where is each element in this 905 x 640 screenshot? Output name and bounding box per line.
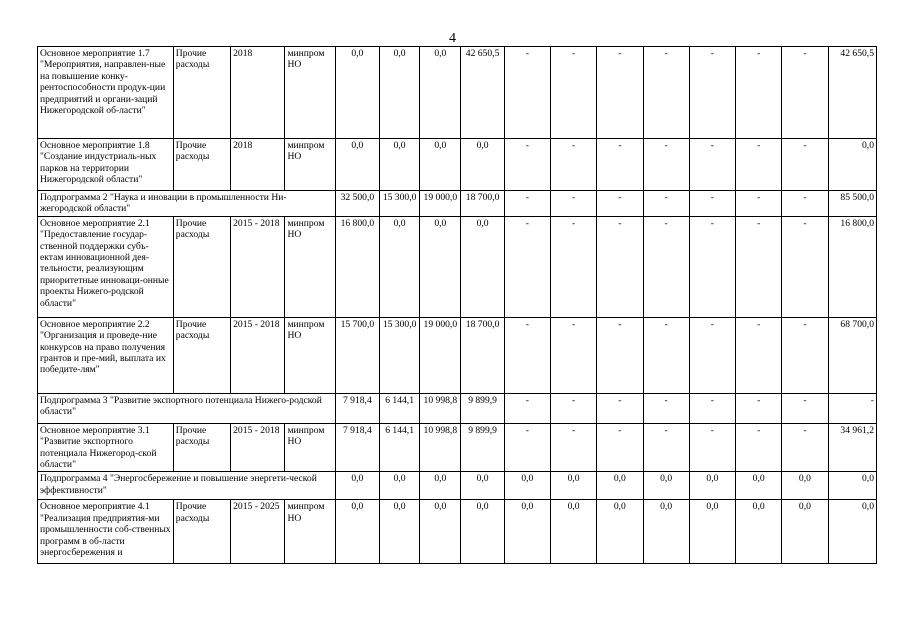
value-cell: 0,0 <box>335 472 379 500</box>
implementation-period: 2015 - 2018 <box>231 317 285 393</box>
value-cell: - <box>550 393 596 423</box>
value-cell: - <box>689 47 735 139</box>
value-cell: 0,0 <box>736 500 782 564</box>
value-cell: - <box>689 139 735 191</box>
value-cell: 0,0 <box>379 500 419 564</box>
value-cell: - <box>504 423 550 472</box>
value-cell: - <box>550 191 596 217</box>
value-cell: - <box>643 393 689 423</box>
value-cell: 0,0 <box>550 500 596 564</box>
value-cell: 16 800,0 <box>828 216 876 317</box>
subprogram-name: Подпрограмма 4 "Энергосбережение и повышение энергети-ческой эффективности" <box>38 472 336 500</box>
subprogram-row <box>38 472 877 500</box>
value-cell: 0,0 <box>379 139 419 191</box>
value-cell: - <box>828 393 876 423</box>
value-cell: - <box>782 317 828 393</box>
value-cell: 15 300,0 <box>379 191 419 217</box>
value-cell: 10 998,8 <box>420 423 461 472</box>
value-cell: - <box>504 216 550 317</box>
value-cell: 0,0 <box>420 216 461 317</box>
value-cell: 18 700,0 <box>461 317 504 393</box>
value-cell: 0,0 <box>597 472 643 500</box>
value-cell: 0,0 <box>420 472 461 500</box>
value-cell: - <box>736 393 782 423</box>
value-cell: - <box>597 317 643 393</box>
value-cell: - <box>736 317 782 393</box>
executor: минпром НО <box>285 500 335 564</box>
value-cell: 0,0 <box>643 472 689 500</box>
value-cell: - <box>504 139 550 191</box>
value-cell: 9 899,9 <box>461 393 504 423</box>
table-body <box>38 47 877 564</box>
executor: минпром НО <box>285 317 335 393</box>
implementation-period: 2015 - 2018 <box>231 216 285 317</box>
value-cell: - <box>643 47 689 139</box>
measure-row <box>38 216 877 317</box>
value-cell: - <box>504 317 550 393</box>
value-cell: - <box>736 47 782 139</box>
subprogram-row <box>38 191 877 217</box>
value-cell: 9 899,9 <box>461 423 504 472</box>
value-cell: 85 500,0 <box>828 191 876 217</box>
measure-row <box>38 47 877 139</box>
value-cell: 15 300,0 <box>379 317 419 393</box>
value-cell: - <box>643 191 689 217</box>
value-cell: - <box>782 191 828 217</box>
implementation-period: 2018 <box>231 139 285 191</box>
implementation-period: 2015 - 2025 <box>231 500 285 564</box>
value-cell: 0,0 <box>828 472 876 500</box>
value-cell: 15 700,0 <box>335 317 379 393</box>
value-cell: 42 650,5 <box>828 47 876 139</box>
value-cell: - <box>643 423 689 472</box>
executor: минпром НО <box>285 423 335 472</box>
value-cell: - <box>782 216 828 317</box>
measure-row <box>38 317 877 393</box>
implementation-period: 2018 <box>231 47 285 139</box>
value-cell: 0,0 <box>335 139 379 191</box>
value-cell: 0,0 <box>689 472 735 500</box>
value-cell: - <box>550 216 596 317</box>
value-cell: 0,0 <box>335 47 379 139</box>
value-cell: 0,0 <box>461 500 504 564</box>
value-cell: 19 000,0 <box>420 317 461 393</box>
value-cell: 0,0 <box>782 500 828 564</box>
subprogram-row <box>38 393 877 423</box>
value-cell: 19 000,0 <box>420 191 461 217</box>
value-cell: - <box>550 317 596 393</box>
measure-row <box>38 500 877 564</box>
value-cell: 0,0 <box>828 139 876 191</box>
value-cell: 0,0 <box>461 472 504 500</box>
value-cell: - <box>550 423 596 472</box>
value-cell: 7 918,4 <box>335 423 379 472</box>
value-cell: 34 961,2 <box>828 423 876 472</box>
value-cell: 32 500,0 <box>335 191 379 217</box>
value-cell: 0,0 <box>643 500 689 564</box>
value-cell: - <box>504 191 550 217</box>
page-number: 4 <box>449 31 456 46</box>
value-cell: - <box>597 47 643 139</box>
value-cell: 0,0 <box>550 472 596 500</box>
value-cell: - <box>689 393 735 423</box>
value-cell: - <box>736 191 782 217</box>
value-cell: 0,0 <box>736 472 782 500</box>
expense-category: Прочие расходы <box>173 47 230 139</box>
value-cell: - <box>643 317 689 393</box>
value-cell: - <box>504 47 550 139</box>
value-cell: - <box>689 216 735 317</box>
value-cell: - <box>782 393 828 423</box>
value-cell: 0,0 <box>597 500 643 564</box>
measure-name: Основное мероприятие 2.1 "Предоставление государ-ственной поддержки субъ-ектам инновационной дея-тельности, реализующим приоритетные инноваци-онные проекты Нижего-родской области" <box>38 216 174 317</box>
value-cell: - <box>597 191 643 217</box>
value-cell: 0,0 <box>504 472 550 500</box>
value-cell: 68 700,0 <box>828 317 876 393</box>
executor: минпром НО <box>285 139 335 191</box>
subprogram-name: Подпрограмма 2 "Наука и иновации в промышленности Ни-жегородской области" <box>38 191 336 217</box>
implementation-period: 2015 - 2018 <box>231 423 285 472</box>
measure-name: Основное мероприятие 3.1 "Развитие экспортного потенциала Нижегород-ской области" <box>38 423 174 472</box>
value-cell: 16 800,0 <box>335 216 379 317</box>
measure-name: Основное мероприятие 4.1 "Реализация предприятия-ми промышленности соб-ственных программ в об-ласти энергосбережения и <box>38 500 174 564</box>
value-cell: 0,0 <box>420 47 461 139</box>
value-cell: - <box>782 423 828 472</box>
value-cell: 0,0 <box>379 216 419 317</box>
expense-category: Прочие расходы <box>173 500 230 564</box>
value-cell: 0,0 <box>782 472 828 500</box>
value-cell: 0,0 <box>335 500 379 564</box>
value-cell: 6 144,1 <box>379 393 419 423</box>
value-cell: - <box>597 216 643 317</box>
value-cell: - <box>689 317 735 393</box>
measure-name: Основное мероприятие 1.7 "Мероприятия, направлен-ные на повышение конку-рентоспособности продук-ции предприятий и органи-заций Нижегородской об-ласти" <box>38 47 174 139</box>
subprogram-name: Подпрограмма 3 "Развитие экспортного потенциала Нижего-родской области" <box>38 393 336 423</box>
value-cell: 0,0 <box>504 500 550 564</box>
executor: минпром НО <box>285 47 335 139</box>
value-cell: 0,0 <box>379 47 419 139</box>
value-cell: - <box>643 216 689 317</box>
value-cell: - <box>597 393 643 423</box>
value-cell: - <box>504 393 550 423</box>
value-cell: 0,0 <box>420 500 461 564</box>
value-cell: 6 144,1 <box>379 423 419 472</box>
value-cell: 10 998,8 <box>420 393 461 423</box>
measure-row <box>38 423 877 472</box>
expense-category: Прочие расходы <box>173 423 230 472</box>
value-cell: - <box>736 139 782 191</box>
value-cell: - <box>736 216 782 317</box>
expense-category: Прочие расходы <box>173 317 230 393</box>
value-cell: 18 700,0 <box>461 191 504 217</box>
measure-name: Основное мероприятие 1.8 "Создание индустриаль-ных парков на территории Нижегородской области" <box>38 139 174 191</box>
value-cell: - <box>597 423 643 472</box>
value-cell: 0,0 <box>461 139 504 191</box>
value-cell: - <box>643 139 689 191</box>
expense-category: Прочие расходы <box>173 216 230 317</box>
value-cell: - <box>597 139 643 191</box>
budget-table <box>37 46 877 564</box>
value-cell: 0,0 <box>420 139 461 191</box>
value-cell: 0,0 <box>689 500 735 564</box>
expense-category: Прочие расходы <box>173 139 230 191</box>
value-cell: 42 650,5 <box>461 47 504 139</box>
value-cell: - <box>782 47 828 139</box>
value-cell: 7 918,4 <box>335 393 379 423</box>
value-cell: - <box>736 423 782 472</box>
value-cell: 0,0 <box>461 216 504 317</box>
executor: минпром НО <box>285 216 335 317</box>
value-cell: - <box>689 191 735 217</box>
value-cell: - <box>550 139 596 191</box>
value-cell: - <box>550 47 596 139</box>
value-cell: - <box>689 423 735 472</box>
value-cell: - <box>782 139 828 191</box>
value-cell: 0,0 <box>379 472 419 500</box>
measure-name: Основное мероприятие 2.2 "Организация и проведе-ние конкурсов на право получения грантов и пре-мий, выплата их победите-лям" <box>38 317 174 393</box>
value-cell: 0,0 <box>828 500 876 564</box>
measure-row <box>38 139 877 191</box>
